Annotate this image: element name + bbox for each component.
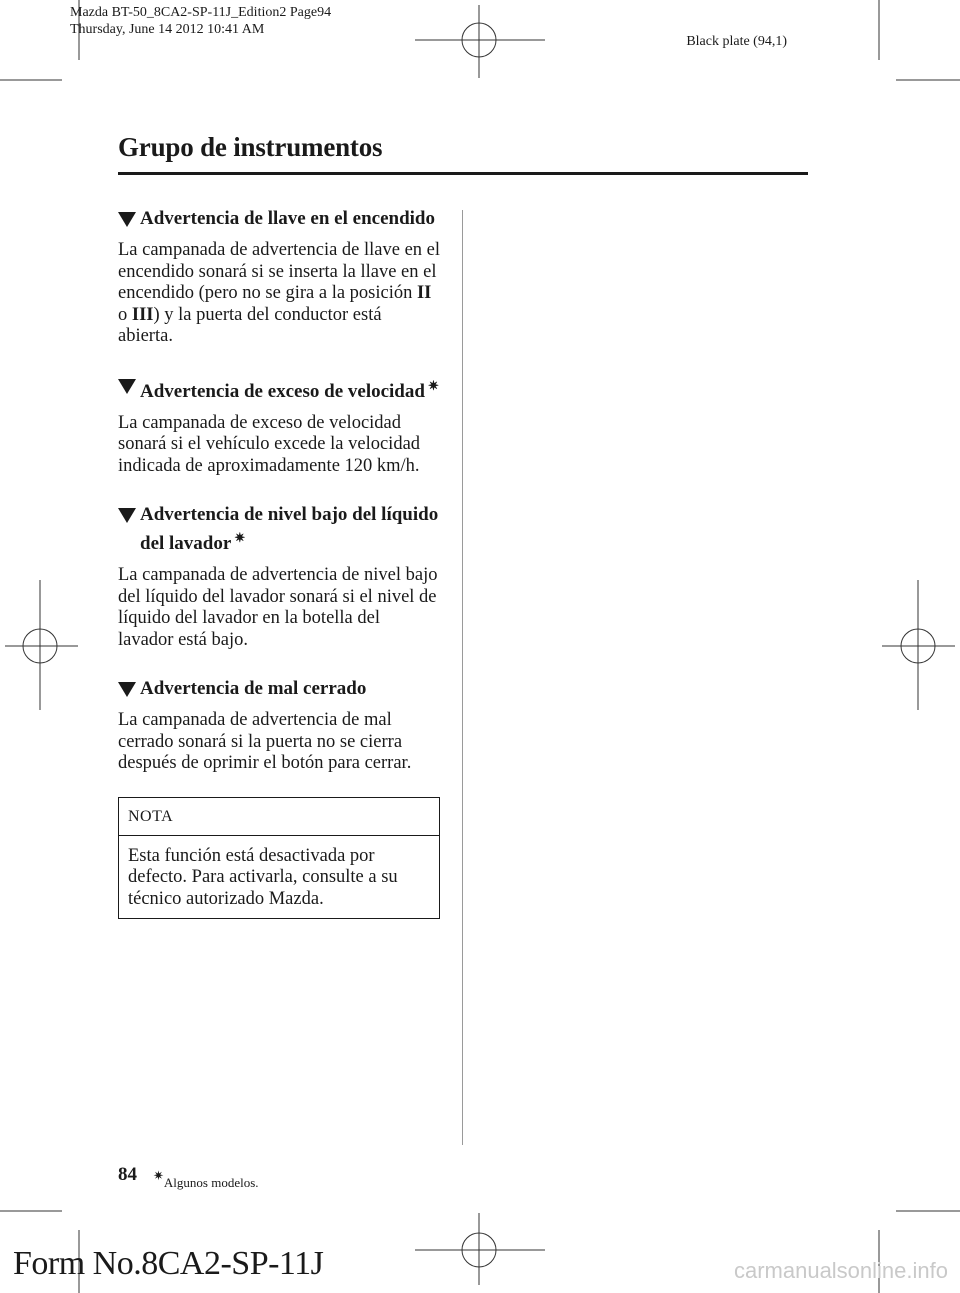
position-ii: II bbox=[416, 283, 432, 303]
section-body: La campanada de advertencia de mal cerrado sonará si la puerta no se cierra después de oprimir el botón para cerrar. bbox=[118, 710, 412, 773]
note-box bbox=[118, 797, 440, 920]
column-divider bbox=[462, 210, 463, 1145]
section-body: La campanada de advertencia de nivel bajo del líquido del lavador sonará si el nivel de líquido del lavador en la botella del lavador está bajo. bbox=[118, 565, 438, 650]
section-washer-fluid bbox=[118, 503, 440, 651]
section-overspeed bbox=[118, 374, 440, 478]
print-meta bbox=[70, 4, 331, 38]
triangle-bullet-icon bbox=[118, 682, 136, 697]
section-heading bbox=[118, 374, 440, 403]
star-icon: ✷ bbox=[234, 530, 246, 545]
position-iii: III bbox=[131, 304, 154, 325]
star-icon: ✷ bbox=[427, 377, 439, 393]
section-door-lock bbox=[118, 677, 440, 775]
heading-text: Advertencia de nivel bajo del líquido del lavador bbox=[140, 504, 439, 554]
section-ignition-key bbox=[118, 207, 440, 348]
plate-label: Black plate (94,1) bbox=[686, 34, 787, 49]
triangle-bullet-icon bbox=[118, 508, 136, 523]
section-body: La campanada de advertencia de llave en el encendido sonará si se inserta la llave en el encendido (pero no se gira a la posición II o III) y la puerta del conductor está abierta. bbox=[118, 240, 441, 346]
watermark: carmanualsonline.info bbox=[733, 1258, 948, 1283]
section-title: Grupo de instrumentos bbox=[118, 132, 383, 162]
section-heading bbox=[118, 503, 440, 555]
section-heading bbox=[118, 677, 440, 700]
form-number: Form No.8CA2-SP-11J bbox=[13, 1245, 324, 1282]
heading-text: Advertencia de exceso de velocidad bbox=[140, 380, 425, 402]
note-text: Esta función está desactivada por defecto. Para activarla, consulte a su técnico autorizado Mazda. bbox=[128, 845, 398, 909]
page-number: 84 bbox=[118, 1164, 137, 1185]
print-meta-line2: Thursday, June 14 2012 10:41 AM bbox=[70, 22, 265, 37]
left-column bbox=[118, 207, 440, 919]
heading-text: Advertencia de mal cerrado bbox=[140, 678, 367, 699]
note-label: NOTA bbox=[119, 798, 439, 836]
footnote: ✷Algunos modelos. bbox=[153, 1168, 259, 1190]
print-meta-line1: Mazda BT-50_8CA2-SP-11J_Edition2 Page94 bbox=[70, 5, 332, 20]
triangle-bullet-icon bbox=[118, 379, 136, 394]
title-rule bbox=[118, 172, 808, 175]
star-icon: ✷ bbox=[153, 1168, 164, 1183]
section-heading bbox=[118, 207, 440, 230]
section-body: La campanada de exceso de velocidad sonará si el vehículo excede la velocidad indicada de aproximadamente 120 km/h. bbox=[118, 412, 421, 476]
triangle-bullet-icon bbox=[118, 212, 136, 227]
heading-text: Advertencia de llave en el encendido bbox=[140, 208, 435, 229]
